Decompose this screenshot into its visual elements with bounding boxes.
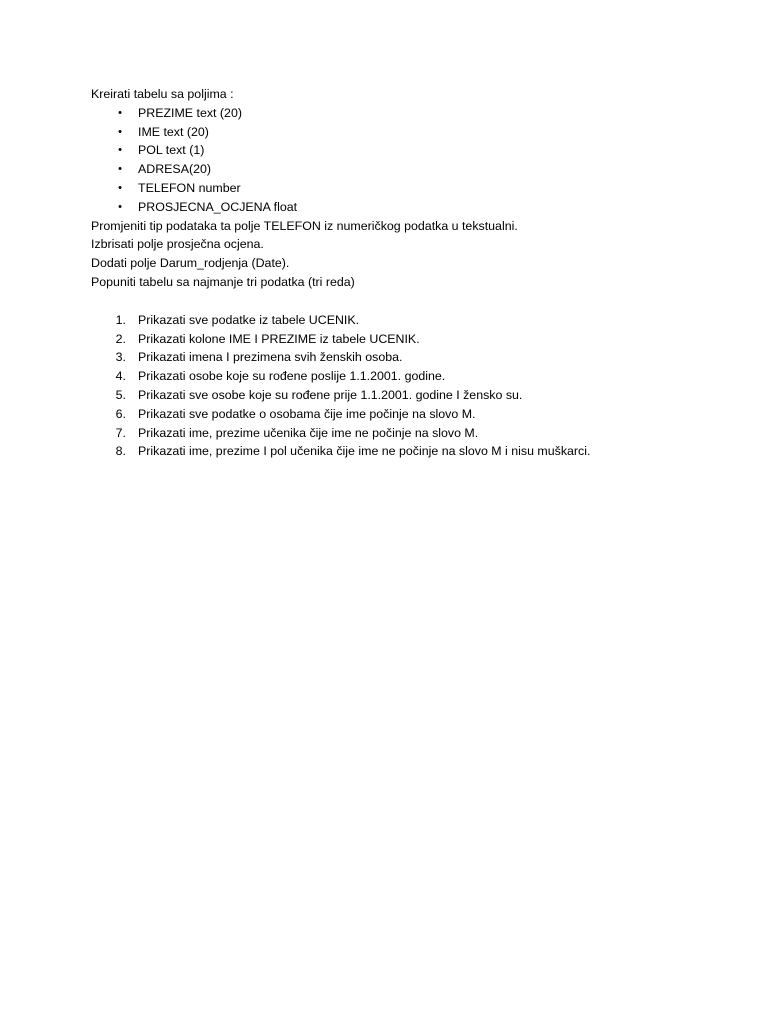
field-text: PROSJECNA_OCJENA float: [138, 199, 298, 214]
list-item: [91, 330, 691, 349]
bullet-icon: •: [118, 144, 122, 157]
bullet-icon: •: [118, 181, 122, 194]
list-item: [91, 348, 691, 367]
task-number: 6.: [115, 406, 126, 421]
field-list: [91, 104, 691, 217]
task-text: Prikazati ime, prezime učenika čije ime ne počinje na slovo M.: [138, 425, 479, 440]
list-item: [91, 405, 691, 424]
list-item: [91, 442, 691, 461]
list-item: [91, 141, 691, 160]
task-number: 8.: [115, 444, 126, 459]
list-item: [91, 386, 691, 405]
field-text: ADRESA(20): [138, 162, 211, 177]
list-item: [91, 367, 691, 386]
field-text: POL text (1): [138, 143, 205, 158]
task-number: 7.: [115, 425, 126, 440]
field-text: TELEFON number: [138, 180, 241, 195]
instruction-text: Promjeniti tip podataka ta polje TELEFON iz numeričkog podatka u tekstualni.: [91, 218, 518, 233]
task-number: 4.: [115, 369, 126, 384]
task-text: Prikazati sve osobe koje su rođene prije 1.1.2001. godine I žensko su.: [138, 387, 523, 402]
task-text: Prikazati osobe koje su rođene poslije 1.1.2001. godine.: [138, 369, 446, 384]
list-item: [91, 198, 691, 217]
instruction-text: Dodati polje Darum_rodjenja (Date).: [91, 256, 290, 271]
task-text: Prikazati sve podatke iz tabele UCENIK.: [138, 312, 360, 327]
task-text: Prikazati kolone IME I PREZIME iz tabele UCENIK.: [138, 331, 420, 346]
bullet-icon: •: [118, 106, 122, 119]
list-item: [91, 179, 691, 198]
list-item: [91, 311, 691, 330]
task-text: Prikazati ime, prezime I pol učenika čije ime ne počinje na slovo M i nisu muškarci.: [138, 444, 591, 459]
list-item: [91, 160, 691, 179]
task-number: 3.: [115, 350, 126, 365]
list-item: [91, 104, 691, 123]
task-number: 2.: [115, 331, 126, 346]
intro-text: Kreirati tabelu sa poljima :: [91, 87, 234, 101]
bullet-icon: •: [118, 163, 122, 176]
document-body: [91, 85, 691, 461]
bullet-icon: •: [118, 200, 122, 213]
paragraph-spacer: [91, 292, 691, 311]
list-item: [91, 424, 691, 443]
task-text: Prikazati sve podatke o osobama čije ime počinje na slovo M.: [138, 406, 476, 421]
task-text: Prikazati imena I prezimena svih ženskih osoba.: [138, 350, 403, 365]
field-text: PREZIME text (20): [138, 105, 242, 120]
list-item: [91, 123, 691, 142]
instruction-text: Popuniti tabelu sa najmanje tri podatka (tri reda): [91, 274, 355, 289]
field-text: IME text (20): [138, 124, 209, 139]
task-list: [91, 311, 691, 461]
bullet-icon: •: [118, 125, 122, 138]
task-number: 5.: [115, 387, 126, 402]
instruction-text: Izbrisati polje prosječna ocjena.: [91, 237, 264, 252]
task-number: 1.: [115, 312, 126, 327]
